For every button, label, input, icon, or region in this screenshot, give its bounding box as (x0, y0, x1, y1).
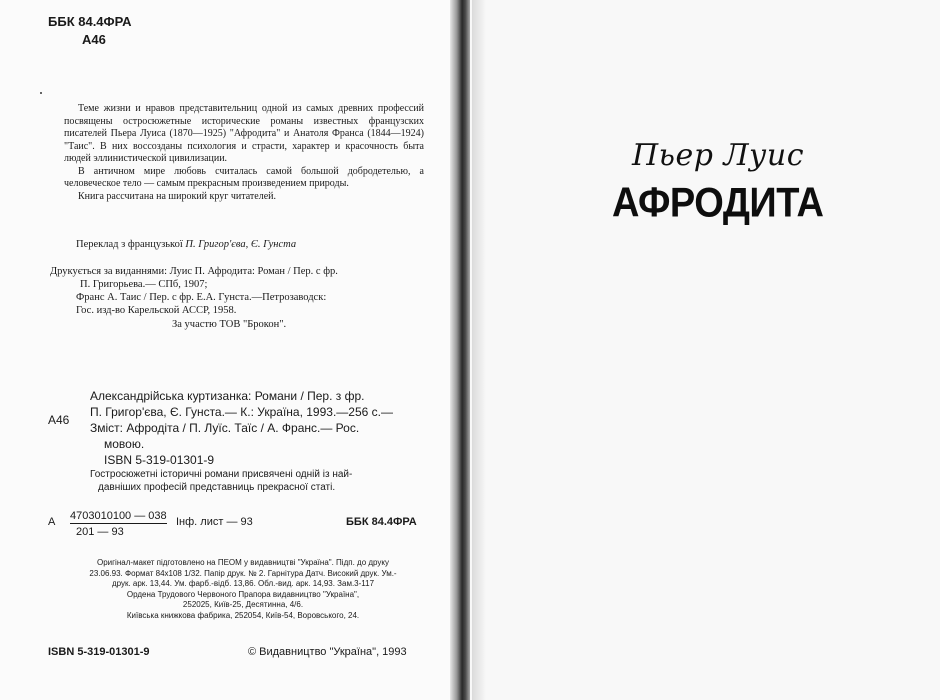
author-code: А46 (82, 32, 106, 47)
book-author: Пьер Луис (632, 138, 805, 173)
edition-line: Друкується за виданнями: Луис П. Афродита: Роман / Пер. с фр. (50, 266, 338, 277)
imprint-line: Оригінал-макет підготовлено на ПЕОМ у видавництві "Україна". Підп. до друку (97, 558, 389, 567)
biblio-line: Александрійська куртизанка: Романи / Пер. з фр. (90, 389, 365, 403)
isbn-bottom: ISBN 5-319-01301-9 (48, 646, 150, 658)
right-page (470, 0, 940, 700)
entry-code: А46 (48, 413, 70, 427)
biblio-line: мовою. (104, 437, 145, 451)
summary-line: давніших професій представниць прекрасної статі. (98, 482, 336, 493)
edition-line: Гос. изд-во Карельской АССР, 1958. (76, 305, 237, 316)
biblio-line: П. Григор'єва, Є. Гунста.— К.: Україна, 1993.—256 с.— (90, 405, 393, 419)
annotation (64, 103, 424, 203)
annotation-paragraph: Теме жизни и нравов представительниц одной из самых древних профессий посвящены остросюжетные исторические романы известных французских писателей Пьера Луиса (1870—1925) "Афродита" и Анатоля Франса (1844—1924) "Таис". В них воссозданы психология и страсти, характер и красочность быта людей эллинистической цивилизации. (64, 103, 424, 164)
copyright: © Видавництво "Україна", 1993 (248, 646, 407, 658)
bbk-code-bottom: ББК 84.4ФРА (346, 516, 417, 528)
bbk-code: ББК 84.4ФРА (48, 14, 132, 29)
summary-line: Гостросюжетні історичні романи присвячені одній із най- (90, 469, 353, 480)
imprint-line: 252025, Київ-25, Десятинна, 4/6. (182, 600, 304, 609)
imprint-line: Київська книжкова фабрика, 252054, Київ-54, Воровського, 24. (126, 610, 360, 620)
imprint-line: Ордена Трудового Червоного Прапора видавництво "Україна", (126, 589, 360, 599)
edition-line: П. Григорьева.— СПб, 1907; (80, 279, 208, 290)
edition-line: Франс А. Таис / Пер. с фр. Е.А. Гунста.—Петрозаводск: (76, 292, 327, 303)
imprint (48, 558, 438, 621)
isbn-entry: ISBN 5-319-01301-9 (104, 453, 215, 467)
translation-credit (76, 238, 296, 251)
fraction-numerator: 4703010100 — 038 (70, 510, 167, 522)
fraction-denominator: 201 — 93 (76, 526, 124, 538)
info-list: Інф. лист — 93 (176, 516, 253, 528)
translation-prefix: Переклад з французької (76, 239, 183, 250)
fraction-letter: А (48, 516, 56, 528)
translator-names: П. Григор'єва, Є. Гунста (185, 239, 297, 250)
annotation-paragraph: Книга рассчитана на широкий круг читателей. (78, 190, 277, 202)
book-gutter (450, 0, 472, 700)
imprint-line: друк. арк. 13,44. Ум. фарб.-відб. 13,86. Обл.-вид. арк. 14,93. Зам.3-117 (111, 579, 375, 588)
biblio-line: Зміст: Афродіта / П. Луїс. Таїс / А. Франс.— Рос. (90, 421, 360, 435)
book-title: АФРОДИТА (612, 180, 824, 227)
print-speck (40, 92, 42, 94)
annotation-paragraph: В античном мире любовь считалась самой большой добродетелью, а человеческое тело — самым прекрасным произведением природы. (64, 165, 424, 189)
gutter-shadow (472, 0, 486, 700)
left-page (0, 0, 452, 700)
imprint-line: 23.06.93. Формат 84х108 1/32. Папір друк. № 2. Гарнітура Датч. Високий друк. Ум.- (89, 568, 397, 578)
participation-note: За участю ТОВ "Брокон". (172, 319, 287, 330)
